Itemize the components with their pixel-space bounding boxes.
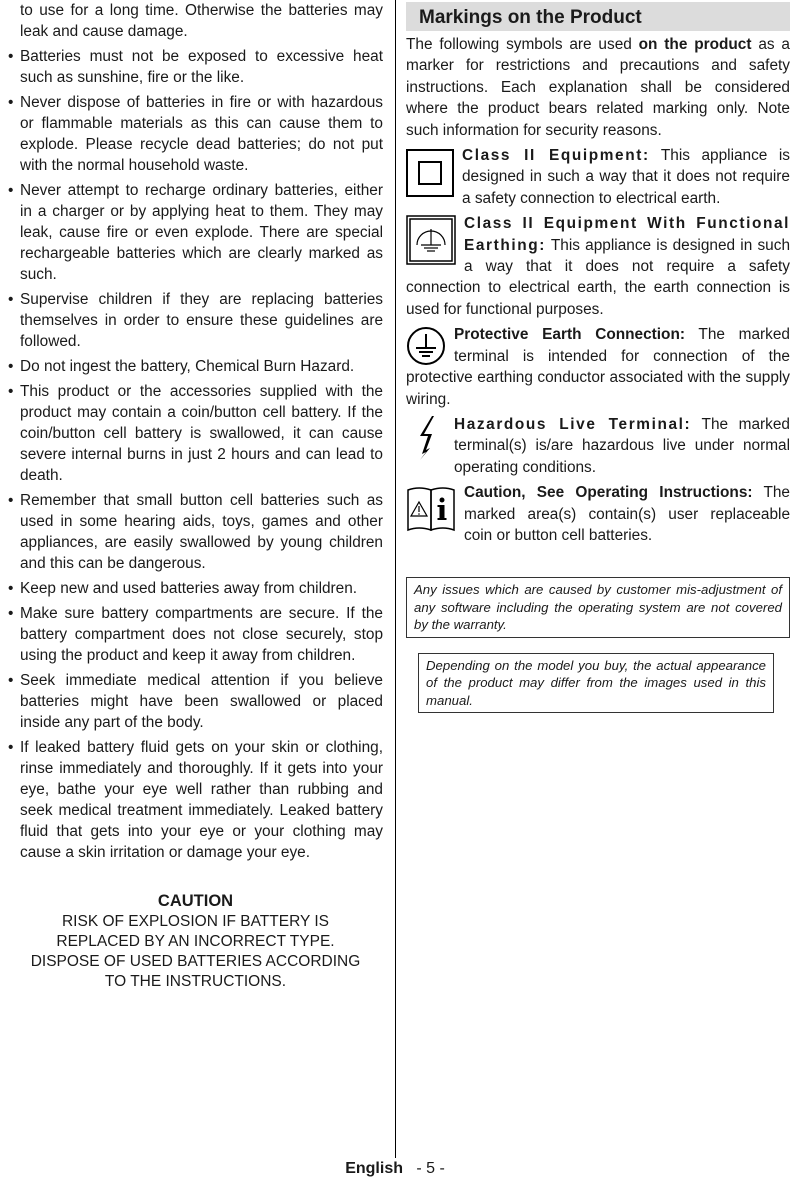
caution-block [8, 890, 383, 992]
list-item [8, 92, 383, 176]
intro-text-rest: as a marker for restrictions and precautions and safety instructions. Each explanation shall be considered where the product bears related marking only. Note such information for security reasons. [406, 36, 790, 139]
page-number: - 5 - [416, 1160, 445, 1177]
list-item [8, 670, 383, 733]
bullet: • [8, 739, 14, 756]
bullet: • [8, 672, 14, 689]
class-ii-equipment-icon [406, 149, 454, 197]
caution-line: TO THE INSTRUCTIONS. [104, 973, 287, 990]
symbol-description: This appliance is designed in such a way that it does not require a safety connection to electrical earth, the earth connection is used for functional purposes. [406, 236, 790, 318]
symbol-caution-instructions [406, 482, 790, 546]
intro-emphasis: on the product [638, 36, 752, 53]
list-item-text: Make sure battery compartments are secure. If the battery compartment does not close securely, stop using the product and keep it away from children. [20, 605, 383, 664]
caution-line: REPLACED BY AN INCORRECT TYPE. [56, 933, 335, 950]
list-item [8, 180, 383, 285]
column-divider [395, 0, 396, 1158]
list-item-text: If leaked battery fluid gets on your skin or clothing, rinse immediately and thoroughly. If it gets into your eye, bathe your eye well rather than rubbing and seek medical treatment immediately. Leaked battery fluid that gets into your eye or your clothing may cause a skin irritation or damage your eye. [20, 739, 383, 861]
list-item [8, 289, 383, 352]
markings-column [406, 0, 790, 713]
markings-intro [406, 34, 790, 141]
list-item [8, 578, 383, 599]
list-item-text: Keep new and used batteries away from children. [20, 580, 358, 597]
symbol-description: The marked area(s) contain(s) user replaceable coin or button cell batteries. [464, 484, 790, 544]
continued-text: to use for a long time. Otherwise the batteries may leak and cause damage. [20, 2, 383, 40]
appearance-notice-text: Depending on the model you buy, the actual appearance of the product may differ from the images used in this manual. [426, 657, 766, 708]
bullet: • [8, 358, 14, 375]
symbol-hazardous-live [406, 414, 790, 478]
list-item-text: Seek immediate medical attention if you believe batteries might have been swallowed or placed inside any part of the body. [20, 672, 383, 731]
list-item [8, 381, 383, 486]
symbol-title: Class II Equipment With Functional Earthing: [464, 215, 790, 254]
list-item-text: This product or the accessories supplied with the product may contain a coin/button cell battery. If the coin/button cell battery is swallowed, it can cause severe internal burns in just 2 hours and can lead to death. [20, 383, 383, 484]
list-item-text: Do not ingest the battery, Chemical Burn Hazard. [20, 358, 355, 375]
appearance-notice-box [418, 653, 774, 714]
list-item [8, 603, 383, 666]
bullet: • [8, 94, 14, 111]
bullet: • [8, 383, 14, 400]
footer-language: English [345, 1160, 403, 1177]
caution-instructions-icon [406, 484, 456, 532]
symbol-protective-earth [406, 324, 790, 410]
bullet: • [8, 492, 14, 509]
list-item-text: Never attempt to recharge ordinary batteries, either in a charger or by applying heat to them. They may leak, cause fire or even explode. There are special rechargeable batteries which are clearly marked as such. [20, 182, 383, 283]
warranty-notice-text: Any issues which are caused by customer mis-adjustment of any software including the operating system are not covered by the warranty. [414, 582, 782, 633]
caution-title: CAUTION [157, 892, 234, 910]
list-item-text: Remember that small button cell batteries such as used in some hearing aids, toys, games and other appliances, are easily swallowed by young children and this can be dangerous. [20, 492, 383, 572]
protective-earth-icon [406, 326, 446, 366]
symbol-description: The marked terminal(s) is/are hazardous live under normal operating conditions. [454, 415, 790, 476]
symbol-title: Protective Earth Connection: [454, 326, 685, 344]
bullet: • [8, 580, 14, 597]
bullet: • [8, 291, 14, 308]
list-item-text: Batteries must not be exposed to excessive heat such as sunshine, fire or the like. [20, 48, 383, 86]
symbol-class-ii [406, 145, 790, 209]
list-item [8, 737, 383, 863]
lightning-bolt-icon [406, 414, 446, 460]
list-item-text: Supervise children if they are replacing batteries themselves in order to ensure these guidelines are followed. [20, 291, 383, 350]
caution-line: RISK OF EXPLOSION IF BATTERY IS [61, 913, 329, 930]
symbol-class-ii-functional-earthing [406, 213, 790, 320]
battery-warnings-column [8, 0, 383, 992]
symbol-description: The marked terminal is intended for connection of the protective earthing conductor associated with the supply wiring. [406, 326, 790, 408]
bullet: • [8, 48, 14, 65]
page-footer [0, 1158, 790, 1180]
bullet: • [8, 182, 14, 199]
list-item [8, 490, 383, 574]
intro-text: The following symbols are used [406, 36, 639, 53]
list-item-text: Never dispose of batteries in fire or with hazardous or flammable materials as this can cause them to explode. Please recycle dead batteries; do not put with the normal household waste. [20, 94, 383, 174]
symbol-title: Caution, See Operating Instructions: [464, 484, 753, 502]
caution-line: DISPOSE OF USED BATTERIES ACCORDING [30, 953, 361, 970]
section-heading: Markings on the Product [406, 2, 790, 31]
warranty-notice-box [406, 577, 790, 638]
symbol-title: Class II Equipment: [462, 147, 650, 165]
class-ii-functional-earthing-icon [406, 215, 456, 265]
battery-warning-list [8, 46, 383, 863]
symbol-title: Hazardous Live Terminal: [454, 415, 692, 433]
bullet: • [8, 605, 14, 622]
list-item [8, 46, 383, 88]
list-item [8, 356, 383, 377]
symbol-description: This appliance is designed in such a way that it does not require a safety connection to electrical earth. [462, 147, 790, 207]
